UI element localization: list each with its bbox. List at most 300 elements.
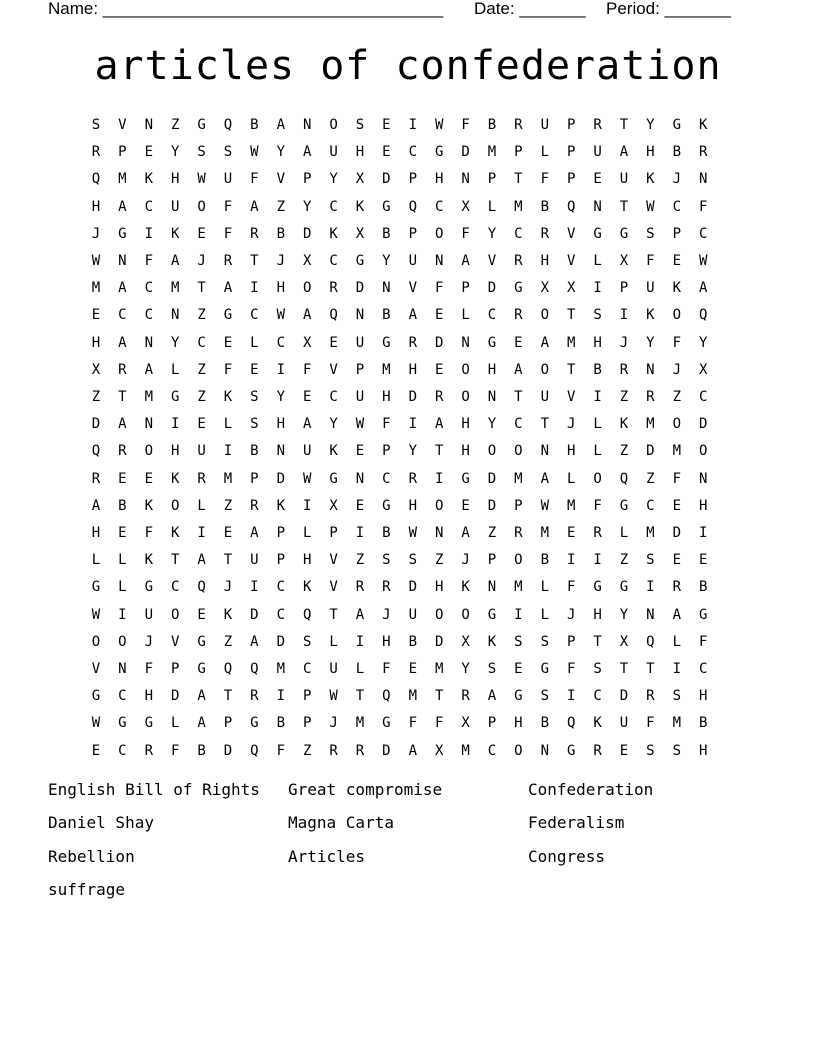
grid-letter: A bbox=[672, 606, 682, 623]
grid-letter: I bbox=[302, 497, 312, 514]
grid-letter: B bbox=[250, 117, 259, 133]
grid-letter: S bbox=[540, 688, 550, 705]
grid-letter: V bbox=[91, 661, 101, 677]
grid-letter: D bbox=[619, 688, 629, 705]
grid-letter: S bbox=[250, 389, 259, 405]
grid-letter: A bbox=[514, 361, 523, 378]
grid-letter: I bbox=[276, 361, 286, 378]
grid-letter: T bbox=[646, 661, 655, 677]
grid-letter: A bbox=[408, 307, 418, 324]
grid-letter: L bbox=[197, 497, 206, 514]
grid-letter: G bbox=[672, 117, 682, 133]
grid-letter: Q bbox=[698, 307, 708, 324]
grid-letter: Y bbox=[329, 416, 338, 433]
grid-letter: R bbox=[408, 470, 418, 487]
grid-letter: T bbox=[118, 389, 127, 405]
grid-letter: K bbox=[170, 525, 180, 541]
grid-letter: Y bbox=[646, 117, 655, 133]
grid-letter: F bbox=[223, 225, 233, 242]
grid-letter: G bbox=[250, 715, 259, 732]
grid-letter: R bbox=[382, 579, 391, 596]
grid-letter: R bbox=[672, 579, 682, 596]
grid-letter: F bbox=[434, 280, 444, 297]
grid-letter: X bbox=[619, 633, 629, 650]
grid-letter: D bbox=[487, 497, 497, 514]
grid-letter: L bbox=[118, 579, 127, 596]
grid-letter: M bbox=[408, 688, 418, 705]
grid-letter: U bbox=[223, 171, 233, 188]
grid-letter: K bbox=[672, 280, 682, 297]
grid-letter: I bbox=[593, 389, 602, 405]
grid-letter: L bbox=[540, 579, 550, 596]
grid-letter: S bbox=[646, 225, 655, 242]
grid-letter: Q bbox=[646, 633, 655, 650]
grid-letter: T bbox=[329, 606, 338, 623]
grid-letter: I bbox=[355, 525, 365, 541]
grid-letter: T bbox=[223, 552, 233, 569]
grid-letter: A bbox=[118, 198, 127, 215]
grid-letter: U bbox=[197, 443, 206, 460]
grid-letter: O bbox=[144, 443, 154, 460]
grid-letter: E bbox=[144, 144, 154, 161]
grid-letter: R bbox=[355, 579, 365, 596]
grid-letter: L bbox=[302, 525, 312, 541]
grid-letter: H bbox=[698, 688, 708, 705]
grid-letter: I bbox=[355, 633, 365, 650]
grid-letter: G bbox=[355, 253, 365, 269]
grid-letter: W bbox=[91, 253, 101, 269]
grid-letter: U bbox=[619, 171, 629, 188]
grid-letter: K bbox=[593, 715, 602, 732]
grid-letter: N bbox=[302, 117, 312, 133]
grid-letter: P bbox=[566, 633, 576, 650]
grid-letter: T bbox=[434, 443, 444, 460]
grid-letter: X bbox=[698, 361, 708, 378]
grid-letter: V bbox=[487, 253, 497, 269]
grid-letter: O bbox=[672, 416, 682, 433]
grid-letter: A bbox=[118, 334, 127, 351]
grid-letter: K bbox=[170, 470, 180, 487]
grid-letter: C bbox=[698, 389, 708, 405]
grid-letter: E bbox=[382, 144, 391, 161]
grid-letter: M bbox=[170, 280, 180, 297]
grid-letter: Z bbox=[487, 525, 497, 541]
grid-letter: N bbox=[118, 661, 127, 677]
grid-letter: G bbox=[619, 579, 629, 596]
grid-letter: F bbox=[566, 661, 576, 677]
grid-letter: N bbox=[698, 171, 708, 188]
grid-letter: P bbox=[302, 171, 312, 188]
grid-letter: Y bbox=[487, 416, 497, 433]
grid-letter: F bbox=[566, 579, 576, 596]
grid-letter: S bbox=[91, 117, 101, 133]
grid-letter: E bbox=[672, 552, 682, 569]
grid-letter: J bbox=[197, 253, 206, 269]
grid-letter: I bbox=[619, 307, 629, 324]
grid-letter: C bbox=[276, 579, 286, 596]
grid-letter: C bbox=[302, 661, 312, 677]
grid-letter: R bbox=[329, 742, 338, 759]
grid-letter: D bbox=[408, 389, 418, 405]
grid-letter: G bbox=[144, 715, 154, 732]
grid-letter: I bbox=[250, 280, 259, 297]
grid-letter: N bbox=[434, 525, 444, 541]
grid-letter: E bbox=[566, 525, 576, 541]
grid-letter: H bbox=[302, 552, 312, 569]
grid-letter: K bbox=[302, 579, 312, 596]
grid-letter: M bbox=[540, 525, 550, 541]
grid-letter: I bbox=[566, 688, 576, 705]
grid-letter: Z bbox=[91, 389, 101, 405]
grid-letter: D bbox=[91, 416, 101, 433]
grid-letter: A bbox=[434, 416, 444, 433]
grid-letter: U bbox=[170, 198, 180, 215]
grid-letter: C bbox=[487, 307, 497, 324]
grid-letter: P bbox=[566, 171, 576, 188]
grid-letter: N bbox=[144, 334, 154, 351]
grid-letter: Z bbox=[619, 552, 629, 569]
grid-letter: A bbox=[302, 307, 312, 324]
grid-letter: G bbox=[487, 334, 497, 351]
grid-letter: E bbox=[197, 416, 206, 433]
word-list-item: Congress bbox=[528, 846, 606, 866]
grid-letter: X bbox=[461, 715, 470, 732]
word-list-item: Confederation bbox=[528, 780, 654, 799]
grid-letter: B bbox=[382, 307, 391, 324]
grid-letter: I bbox=[566, 552, 576, 569]
grid-letter: F bbox=[144, 253, 154, 269]
grid-letter: T bbox=[566, 307, 576, 324]
grid-letter: B bbox=[540, 715, 550, 732]
grid-letter: X bbox=[540, 280, 550, 297]
grid-letter: D bbox=[487, 280, 497, 297]
grid-letter: O bbox=[540, 307, 550, 324]
grid-letter: N bbox=[461, 171, 470, 188]
grid-letter: O bbox=[91, 633, 101, 650]
grid-letter: U bbox=[593, 144, 602, 161]
grid-letter: B bbox=[197, 742, 206, 759]
grid-letter: H bbox=[540, 253, 550, 269]
grid-letter: M bbox=[646, 416, 655, 433]
grid-letter: G bbox=[170, 389, 180, 405]
grid-letter: K bbox=[329, 443, 338, 460]
grid-letter: F bbox=[672, 470, 682, 487]
grid-letter: G bbox=[329, 470, 338, 487]
grid-letter: F bbox=[302, 361, 312, 378]
grid-letter: V bbox=[566, 253, 576, 269]
grid-letter: C bbox=[487, 742, 497, 759]
grid-letter: D bbox=[382, 742, 391, 759]
grid-letter: R bbox=[698, 144, 708, 161]
grid-letter: F bbox=[698, 198, 708, 215]
grid-letter: K bbox=[461, 579, 470, 596]
grid-letter: F bbox=[461, 117, 470, 133]
grid-letter: N bbox=[144, 117, 154, 133]
grid-letter: C bbox=[276, 606, 286, 623]
grid-letter: U bbox=[408, 253, 418, 269]
grid-letter: Z bbox=[302, 742, 312, 759]
grid-letter: A bbox=[698, 280, 708, 297]
grid-letter: F bbox=[223, 198, 233, 215]
grid-letter: G bbox=[382, 715, 391, 732]
grid-letter: A bbox=[408, 742, 418, 759]
grid-letter: F bbox=[170, 742, 180, 759]
grid-letter: W bbox=[698, 253, 708, 269]
grid-letter: D bbox=[170, 688, 180, 705]
grid-letter: R bbox=[223, 253, 233, 269]
grid-letter: F bbox=[540, 171, 550, 188]
grid-letter: S bbox=[514, 633, 523, 650]
grid-letter: C bbox=[118, 688, 127, 705]
grid-letter: W bbox=[276, 307, 286, 324]
grid-letter: Y bbox=[461, 661, 470, 677]
grid-letter: U bbox=[355, 334, 365, 351]
grid-letter: H bbox=[593, 606, 602, 623]
grid-letter: R bbox=[514, 525, 523, 541]
grid-letter: O bbox=[514, 742, 523, 759]
grid-letter: W bbox=[197, 171, 206, 188]
grid-letter: H bbox=[698, 742, 708, 759]
grid-letter: L bbox=[487, 198, 497, 215]
grid-letter: N bbox=[593, 198, 602, 215]
grid-letter: R bbox=[250, 688, 259, 705]
grid-letter: N bbox=[276, 443, 286, 460]
grid-letter: U bbox=[540, 389, 550, 405]
grid-letter: O bbox=[461, 361, 470, 378]
grid-letter: E bbox=[619, 742, 629, 759]
grid-letter: L bbox=[223, 416, 233, 433]
grid-letter: C bbox=[144, 307, 154, 324]
grid-letter: B bbox=[382, 525, 391, 541]
letter-grid bbox=[83, 114, 733, 764]
grid-letter: G bbox=[223, 307, 233, 324]
grid-letter: T bbox=[619, 117, 629, 133]
grid-letter: G bbox=[382, 198, 391, 215]
grid-letter: P bbox=[355, 361, 365, 378]
grid-letter: S bbox=[540, 633, 550, 650]
grid-letter: A bbox=[250, 198, 259, 215]
grid-letter: E bbox=[461, 497, 470, 514]
grid-letter: D bbox=[434, 633, 444, 650]
grid-letter: D bbox=[250, 606, 259, 623]
grid-letter: C bbox=[698, 661, 708, 677]
grid-letter: E bbox=[382, 117, 391, 133]
grid-letter: F bbox=[593, 497, 602, 514]
grid-letter: Z bbox=[223, 497, 233, 514]
grid-letter: R bbox=[91, 470, 101, 487]
grid-letter: H bbox=[514, 715, 523, 732]
grid-letter: M bbox=[646, 525, 655, 541]
grid-letter: D bbox=[382, 171, 391, 188]
grid-letter: D bbox=[487, 470, 497, 487]
grid-letter: L bbox=[672, 633, 682, 650]
grid-letter: G bbox=[540, 661, 550, 677]
grid-letter: W bbox=[91, 715, 101, 732]
grid-letter: I bbox=[118, 606, 127, 623]
grid-letter: B bbox=[276, 225, 286, 242]
grid-letter: X bbox=[302, 253, 312, 269]
grid-letter: P bbox=[408, 171, 418, 188]
grid-letter: L bbox=[91, 552, 101, 569]
grid-letter: N bbox=[382, 280, 391, 297]
grid-letter: D bbox=[302, 225, 312, 242]
grid-letter: E bbox=[144, 470, 154, 487]
grid-letter: H bbox=[698, 497, 708, 514]
grid-letter: N bbox=[461, 334, 470, 351]
grid-letter: F bbox=[144, 525, 154, 541]
grid-letter: O bbox=[514, 552, 523, 569]
grid-letter: A bbox=[302, 416, 312, 433]
grid-letter: E bbox=[434, 361, 444, 378]
grid-letter: A bbox=[619, 144, 629, 161]
grid-letter: L bbox=[566, 470, 576, 487]
grid-letter: P bbox=[487, 715, 497, 732]
grid-letter: K bbox=[355, 198, 365, 215]
grid-letter: Q bbox=[250, 742, 259, 759]
grid-letter: Y bbox=[170, 334, 180, 351]
word-list-item: Magna Carta bbox=[288, 813, 394, 833]
grid-letter: K bbox=[487, 633, 497, 650]
grid-letter: X bbox=[461, 633, 470, 650]
grid-letter: S bbox=[593, 661, 602, 677]
grid-letter: Z bbox=[170, 117, 180, 133]
grid-letter: J bbox=[672, 361, 682, 378]
grid-letter: P bbox=[408, 225, 418, 242]
grid-letter: F bbox=[144, 661, 154, 677]
grid-letter: R bbox=[593, 525, 602, 541]
grid-letter: C bbox=[408, 144, 418, 161]
grid-letter: H bbox=[144, 688, 154, 705]
grid-letter: G bbox=[619, 497, 629, 514]
grid-letter: M bbox=[144, 389, 154, 405]
grid-letter: E bbox=[91, 742, 101, 759]
grid-letter: A bbox=[302, 144, 312, 161]
grid-letter: T bbox=[355, 688, 365, 705]
grid-letter: D bbox=[434, 334, 444, 351]
grid-letter: E bbox=[302, 389, 312, 405]
grid-letter: S bbox=[302, 633, 312, 650]
grid-letter: A bbox=[540, 470, 550, 487]
grid-letter: L bbox=[329, 633, 338, 650]
grid-letter: S bbox=[355, 117, 365, 133]
grid-letter: A bbox=[461, 253, 470, 269]
grid-letter: W bbox=[302, 470, 312, 487]
grid-letter: F bbox=[223, 361, 233, 378]
grid-letter: Q bbox=[619, 470, 629, 487]
grid-letter: J bbox=[461, 552, 470, 569]
grid-letter: K bbox=[329, 225, 338, 242]
grid-letter: U bbox=[408, 606, 418, 623]
grid-letter: C bbox=[329, 253, 338, 269]
grid-letter: G bbox=[619, 225, 629, 242]
grid-letter: W bbox=[355, 416, 365, 433]
grid-letter: C bbox=[646, 497, 655, 514]
word-list-item: Daniel Shay bbox=[48, 813, 154, 833]
word-list-item: English Bill of Rights bbox=[48, 780, 260, 799]
grid-letter: P bbox=[302, 688, 312, 705]
grid-letter: P bbox=[619, 280, 629, 297]
grid-letter: A bbox=[197, 552, 206, 569]
grid-letter: U bbox=[619, 715, 629, 732]
grid-letter: L bbox=[540, 606, 550, 623]
grid-letter: P bbox=[223, 715, 233, 732]
grid-letter: P bbox=[566, 144, 576, 161]
grid-letter: A bbox=[276, 117, 286, 133]
grid-letter: O bbox=[540, 361, 550, 378]
grid-letter: K bbox=[698, 117, 708, 133]
grid-letter: M bbox=[461, 742, 470, 759]
grid-letter: Z bbox=[197, 307, 206, 324]
grid-letter: C bbox=[276, 334, 286, 351]
grid-letter: H bbox=[382, 389, 391, 405]
grid-letter: S bbox=[672, 688, 682, 705]
grid-letter: O bbox=[170, 606, 180, 623]
grid-letter: G bbox=[461, 470, 470, 487]
grid-letter: T bbox=[619, 661, 629, 677]
grid-letter: U bbox=[144, 606, 154, 623]
grid-letter: S bbox=[672, 742, 682, 759]
grid-letter: N bbox=[540, 742, 550, 759]
grid-letter: B bbox=[540, 198, 550, 215]
grid-letter: W bbox=[250, 144, 259, 161]
grid-letter: B bbox=[698, 579, 708, 596]
grid-letter: H bbox=[434, 171, 444, 188]
grid-letter: W bbox=[540, 497, 550, 514]
grid-letter: G bbox=[144, 579, 154, 596]
grid-letter: F bbox=[461, 225, 470, 242]
grid-letter: X bbox=[329, 497, 338, 514]
grid-letter: N bbox=[646, 606, 655, 623]
grid-letter: L bbox=[593, 443, 602, 460]
grid-letter: N bbox=[540, 443, 550, 460]
grid-letter: T bbox=[540, 416, 550, 433]
grid-letter: Z bbox=[619, 443, 629, 460]
grid-letter: Y bbox=[170, 144, 180, 161]
grid-letter: J bbox=[566, 606, 576, 623]
grid-letter: B bbox=[408, 633, 418, 650]
grid-letter: X bbox=[355, 225, 365, 242]
grid-letter: X bbox=[461, 198, 470, 215]
grid-letter: H bbox=[434, 579, 444, 596]
grid-letter: Q bbox=[566, 198, 576, 215]
grid-letter: D bbox=[698, 416, 708, 433]
grid-letter: P bbox=[487, 552, 497, 569]
grid-letter: B bbox=[698, 715, 708, 732]
grid-letter: U bbox=[329, 144, 338, 161]
grid-letter: I bbox=[250, 579, 259, 596]
grid-letter: A bbox=[250, 633, 259, 650]
grid-letter: R bbox=[434, 389, 444, 405]
grid-letter: R bbox=[250, 225, 259, 242]
grid-letter: Y bbox=[382, 253, 391, 269]
grid-letter: J bbox=[91, 225, 101, 242]
grid-letter: O bbox=[434, 225, 444, 242]
grid-letter: T bbox=[223, 688, 233, 705]
grid-letter: G bbox=[118, 225, 127, 242]
grid-letter: E bbox=[514, 334, 523, 351]
grid-letter: D bbox=[223, 742, 233, 759]
grid-letter: E bbox=[355, 443, 365, 460]
grid-letter: O bbox=[170, 497, 180, 514]
grid-letter: P bbox=[329, 525, 338, 541]
grid-letter: A bbox=[118, 280, 127, 297]
grid-letter: F bbox=[646, 715, 655, 732]
grid-letter: O bbox=[461, 606, 470, 623]
grid-letter: H bbox=[355, 144, 365, 161]
grid-letter: V bbox=[276, 171, 286, 188]
grid-letter: L bbox=[461, 307, 470, 324]
grid-letter: L bbox=[118, 552, 127, 569]
